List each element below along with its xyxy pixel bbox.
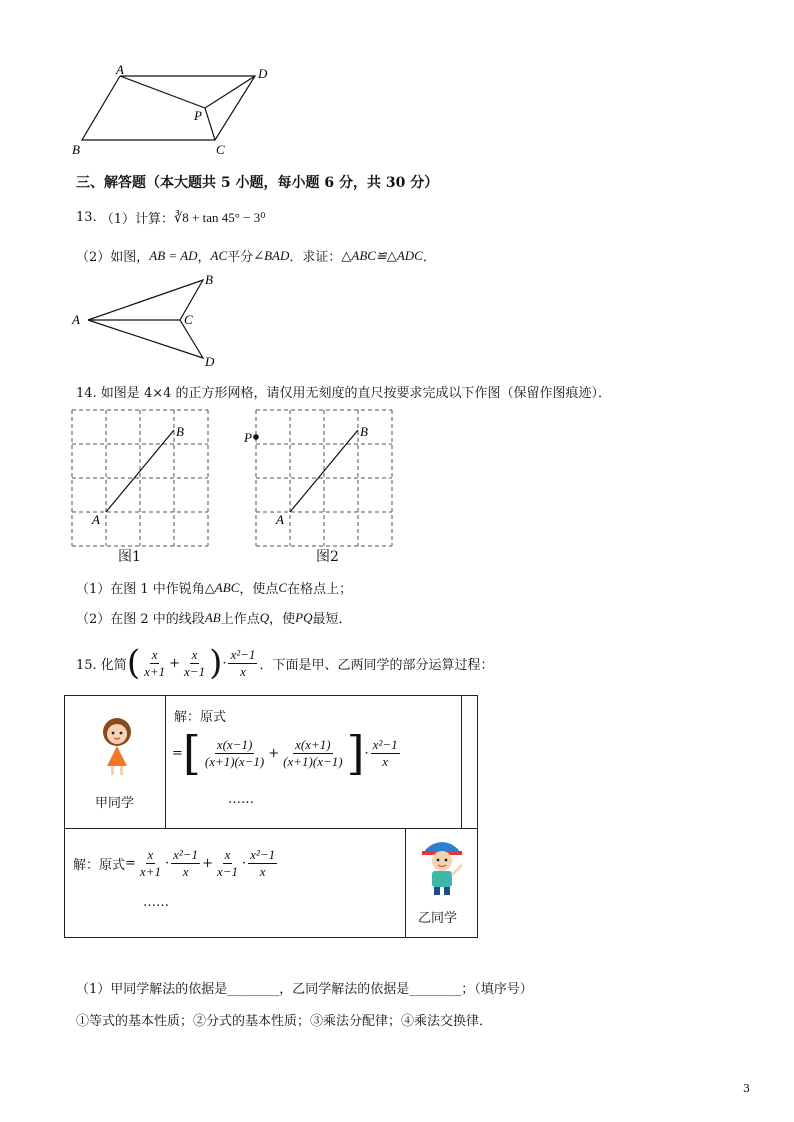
q13-label-D: D <box>205 354 215 369</box>
q13-p1-prefix: （1）计算： <box>100 212 174 227</box>
q13-label-A: A <box>72 312 80 327</box>
jia-frac1-num: x(x−1) <box>216 736 253 752</box>
yi-label: 乙同学 <box>418 911 458 926</box>
parallelogram-figure <box>70 62 290 162</box>
q14-grid-2 <box>244 400 404 568</box>
q13-p2-prefix: （2）如图， <box>76 250 150 265</box>
section-title: 三、解答题（本大题共 5 小题，每小题 6 分，共 30 分） <box>76 175 439 191</box>
q14-p2-q: Q <box>259 609 270 625</box>
frac2-den: x−1 <box>184 663 206 679</box>
q13-part2 <box>76 246 436 265</box>
jia-avatar-cell <box>64 695 166 829</box>
girl-cartoon-icon <box>95 716 139 778</box>
yi-solution-head: 解：原式 <box>73 858 126 873</box>
boy-cartoon-icon <box>418 835 466 899</box>
point-P <box>253 434 259 440</box>
yi-frac1-num: x <box>147 847 154 862</box>
jia-frac2-num: x(x+1) <box>295 736 331 752</box>
label-A: A <box>116 62 124 77</box>
q13-label-B: B <box>205 272 213 287</box>
yi-frac1-den: x+1 <box>139 864 161 879</box>
q14-p1-end: 在格点上； <box>287 582 353 597</box>
jia-label: 甲同学 <box>95 796 135 811</box>
q13-p2-end: ． <box>422 250 436 265</box>
yi-avatar-cell <box>405 828 478 938</box>
q14-p2-ab: AB <box>204 609 221 625</box>
jia-solution-cell <box>165 695 462 829</box>
q14-part2 <box>76 608 351 627</box>
jia-frac3-num: x²−1 <box>372 736 398 752</box>
q13-label-C: C <box>184 312 193 327</box>
yi-frac2-den: x <box>182 864 189 879</box>
yi-frac4-num: x²−1 <box>250 847 276 862</box>
q14-grid-1 <box>60 400 220 568</box>
frac1-den: x+1 <box>144 663 166 679</box>
q15-prefix: 15. 化简 <box>76 657 127 673</box>
yi-frac2-num: x²−1 <box>173 847 199 862</box>
yi-frac3-den: x−1 <box>216 864 239 879</box>
label-C: C <box>216 142 225 157</box>
grid1-label-A: A <box>92 512 100 527</box>
jia-solution-head: 解：原式 <box>174 710 227 725</box>
fig1-caption: 图1 <box>118 549 141 565</box>
q15-heading: 15. 化简 ( $\frac{x}{x+1}$ + $\frac{x}{x-1}$ ) · $\frac{\text{x²−1}}{x}$ ．下面是甲、乙两同学的部分运算过程： <box>76 643 494 683</box>
q13-p1-expr: ∛8 + tan 45° − 3⁰ <box>173 209 266 225</box>
jia-expression: = [ $\frac{x(x-1)}{(x+1)(x-1)}$ + $\frac{x(x+1)}{(x+1)(x-1)}$ ] · $\frac{\text{x²−1}}{x}$ <box>172 726 398 780</box>
jia-ellipsis: …… <box>228 792 254 807</box>
q13-number: 13. <box>76 210 97 225</box>
q14-part1 <box>76 578 352 597</box>
q15-options: ①等式的基本性质；②分式的基本性质；③乘法分配律；④乘法交换律． <box>76 1014 493 1029</box>
jia-frac3-den: x <box>382 753 389 769</box>
q14-p1-c: C <box>278 579 288 595</box>
page-number: 3 <box>743 1082 750 1095</box>
q13-part1 <box>76 208 265 227</box>
q15-part1: （1）甲同学解法的依据是________，乙同学解法的依据是________；（填序号） <box>76 982 533 997</box>
jia-frac2-den: (x+1)(x−1) <box>283 753 343 769</box>
q13-p2-eq: AB = AD <box>149 247 198 263</box>
q14-p1-tri: △ABC <box>204 579 240 595</box>
grid2-label-P: P <box>244 430 252 445</box>
grid2-label-A: A <box>276 512 284 527</box>
q14-p2-end: 最短． <box>312 612 352 627</box>
q14-p2-mid: 上作点 <box>220 612 260 627</box>
q13-p2-bisect: 平分 <box>227 250 254 265</box>
q14-text: 14. 如图是 4×4 的正方形网格，请仅用无刻度的直尺按要求完成以下作图（保留作图痕迹）． <box>76 386 612 401</box>
q14-p2-mid2: ，使 <box>269 612 296 627</box>
q14-p1-prefix: （1）在图 1 中作锐角 <box>76 582 205 597</box>
frac2-num: x <box>191 646 198 662</box>
jia-blank-cell <box>461 695 478 829</box>
q13-p2-prove: ．求证： <box>289 250 342 265</box>
frac3-num: x²−1 <box>230 646 256 662</box>
grid1-label-B: B <box>176 424 184 439</box>
q14-p2-prefix: （2）在图 2 中的线段 <box>76 612 205 627</box>
frac3-den: x <box>240 663 246 679</box>
label-P: P <box>194 108 202 123</box>
fig2-caption: 图2 <box>316 549 339 565</box>
q13-figure <box>68 270 238 370</box>
yi-frac4-den: x <box>259 864 266 879</box>
label-B: B <box>72 142 80 157</box>
frac1-num: x <box>151 646 158 662</box>
q13-p2-ac: AC <box>210 247 228 263</box>
label-D: D <box>258 66 268 81</box>
q15-suffix: ．下面是甲、乙两同学的部分运算过程： <box>259 657 494 673</box>
q13-p2-comma: ， <box>197 250 211 265</box>
q14-p2-pq: PQ <box>295 609 313 625</box>
q13-p2-proof: △ABC≌△ADC <box>341 247 423 263</box>
yi-expression: 解：原式 = $\frac{x}{x+1}$ · $\frac{\text{x²−1}}{x}$ + $\frac{x}{x-1}$ · $\frac{\text{x²−1}}{x}$ <box>73 847 276 879</box>
grid2-label-B: B <box>360 424 368 439</box>
q14-p1-mid: ，使点 <box>239 582 279 597</box>
q13-p2-angle: ∠BAD <box>253 247 290 263</box>
yi-solution-cell <box>64 828 406 938</box>
jia-frac1-den: (x+1)(x−1) <box>204 753 265 769</box>
yi-frac3-num: x <box>224 847 231 862</box>
yi-ellipsis: …… <box>143 895 169 910</box>
